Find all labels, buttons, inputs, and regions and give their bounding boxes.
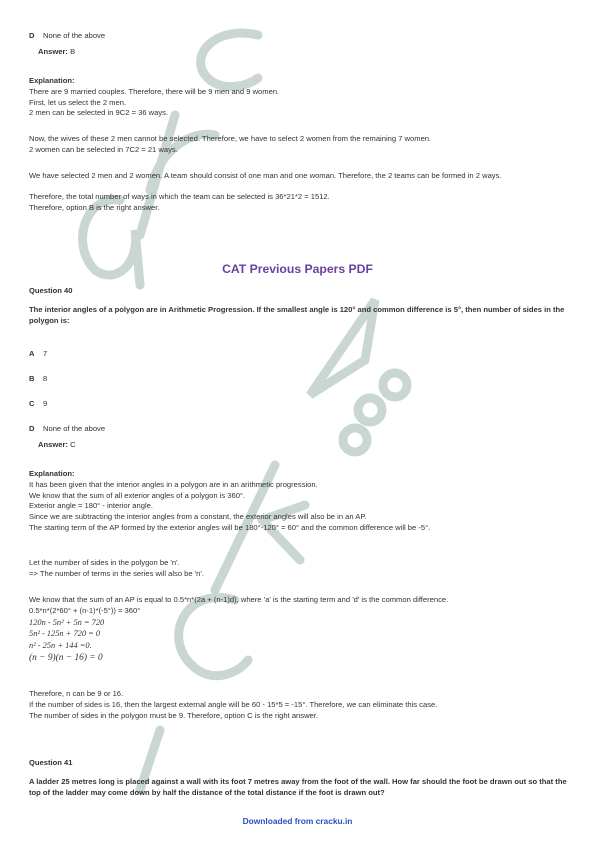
explanation-heading: Explanation:	[29, 76, 75, 85]
q40-explanation	[29, 469, 569, 534]
option-text: None of the above	[43, 31, 106, 40]
answer-line	[29, 47, 569, 58]
option-b	[29, 374, 569, 385]
option-letter: A	[29, 349, 35, 358]
explanation-line: Therefore, n can be 9 or 16.	[29, 689, 124, 698]
option-d	[29, 31, 569, 42]
option-c	[29, 399, 569, 410]
explanation-line: 0.5*n*(2*60° + (n-1)*(-5°)) = 360°	[29, 605, 141, 615]
explanation-line: We know that the sum of an AP is equal to 0.5*n*(2a + (n-1)d), where 'a' is the starting term and 'd' is the common difference.	[29, 595, 449, 604]
option-text: None of the above	[43, 424, 106, 433]
answer-value: B	[70, 46, 76, 56]
question-title: Question 41	[29, 758, 73, 767]
option-text: 7	[43, 349, 48, 358]
option-text: 9	[43, 399, 48, 408]
q40-explanation-b	[29, 558, 569, 580]
explanation-line: 2 men can be selected in 9C2 = 36 ways.	[29, 108, 169, 118]
explanation-line: The number of sides in the polygon must be 9. Therefore, option C is the right answer.	[29, 710, 319, 720]
math-line: 120n - 5n² + 5n = 720	[29, 617, 105, 627]
explanation-line: We have selected 2 men and 2 women. A team should consist of one man and one woman. Therefore, the 2 teams can be formed in 2 ways.	[29, 170, 502, 180]
option-letter: D	[29, 424, 35, 433]
explanation-line: It has been given that the interior angles in a polygon are in an arithmetic progression.	[29, 479, 318, 489]
prev-explanation	[29, 76, 569, 214]
math-line: 5n² - 125n + 720 = 0	[29, 629, 101, 639]
q40-explanation-d	[29, 689, 569, 721]
math-line: n² - 25n + 144 =0.	[29, 641, 92, 651]
explanation-line: There are 9 married couples. Therefore, there will be 9 men and 9 women.	[29, 86, 280, 96]
explanation-line: 2 women can be selected in 7C2 = 21 ways.	[29, 144, 178, 154]
explanation-line: If the number of sides is 16, then the largest external angle will be 60 - 15*5 = -15°. Therefore, we can eliminate this case.	[29, 699, 438, 709]
option-d	[29, 424, 569, 451]
explanation-line: Therefore, the total number of ways in which the team can be selected is 36*21*2 = 1512.	[29, 192, 330, 202]
prev-question-block	[29, 31, 569, 58]
question-41	[29, 758, 569, 798]
answer-label: Answer:	[38, 46, 68, 56]
question-40	[29, 286, 569, 326]
explanation-line: We know that the sum of all exterior angles of a polygon is 360°.	[29, 490, 246, 500]
answer-line	[29, 440, 569, 451]
question-text: A ladder 25 metres long is placed against a wall with its foot 7 metres away from the foot of the wall. How far should the foot be drawn out so that the top of the ladder may come down by half the distance of the total distance if the foot is drawn out?	[29, 776, 567, 797]
option-text: 8	[43, 374, 48, 383]
explanation-line: Therefore, option B is the right answer.	[29, 203, 160, 213]
explanation-line: Now, the wives of these 2 men cannot be selected. Therefore, we have to select 2 women from the remaining 7 women.	[29, 134, 432, 144]
explanation-line: Exterior angle = 180° - interior angle.	[29, 501, 153, 511]
option-letter: C	[29, 399, 35, 408]
q40-explanation-c	[29, 595, 569, 666]
footer-link[interactable]: Downloaded from cracku.in	[242, 816, 353, 826]
explanation-line: First, let us select the 2 men.	[29, 97, 127, 107]
answer-value: C	[70, 439, 76, 449]
option-letter: B	[29, 374, 35, 383]
question-text: The interior angles of a polygon are in Arithmetic Progression. If the smallest angle is 120° and common difference is 5°, then number of sides in the polygon is:	[29, 304, 565, 325]
explanation-line: Let the number of sides in the polygon be 'n'.	[29, 558, 180, 567]
option-a	[29, 349, 569, 360]
explanation-heading: Explanation:	[29, 469, 75, 478]
option-letter: D	[29, 31, 35, 40]
question-title: Question 40	[29, 286, 73, 295]
explanation-line: The starting term of the AP formed by the exterior angles will be 180°-120° = 60° and the common difference will be -5°.	[29, 522, 431, 532]
explanation-line: => The number of terms in the series will also be 'n'.	[29, 568, 204, 578]
explanation-line: Since we are subtracting the interior angles from a constant, the exterior angles will also be in an AP.	[29, 512, 367, 522]
math-line: (n − 9)(n − 16) = 0	[29, 653, 103, 664]
banner-link[interactable]: CAT Previous Papers PDF	[222, 262, 373, 276]
answer-label: Answer:	[38, 439, 68, 449]
